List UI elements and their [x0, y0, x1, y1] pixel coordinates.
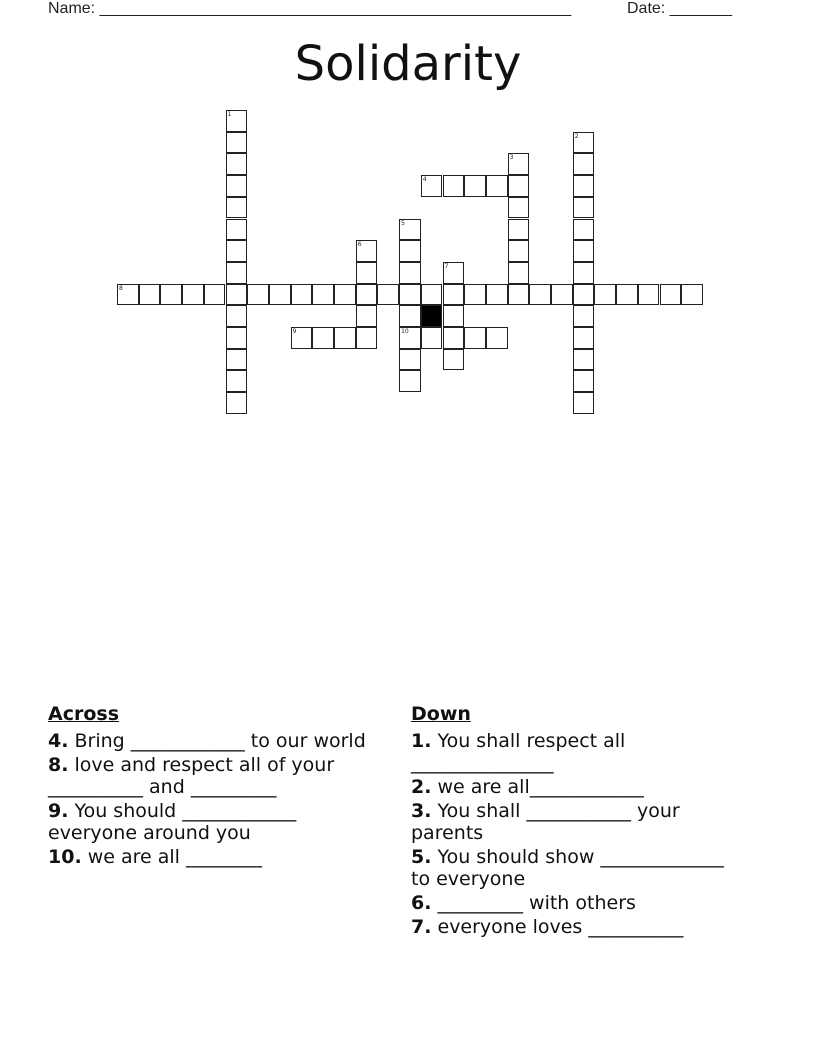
- grid-cell[interactable]: [421, 327, 443, 349]
- grid-cell[interactable]: [399, 219, 421, 241]
- clue-number: 1: [227, 111, 232, 118]
- grid-cell[interactable]: [443, 305, 465, 327]
- grid-cell[interactable]: [291, 284, 313, 306]
- grid-cell[interactable]: [508, 175, 530, 197]
- grid-cell[interactable]: [226, 240, 248, 262]
- grid-cell[interactable]: [573, 370, 595, 392]
- name-field: Name: _____________________________________________________: [48, 0, 572, 17]
- page-title: Solidarity: [294, 36, 522, 92]
- grid-cell[interactable]: [508, 219, 530, 241]
- down-clue: 1. You shall respect all _______________: [411, 730, 626, 774]
- grid-cell[interactable]: [594, 284, 616, 306]
- grid-cell[interactable]: [247, 284, 269, 306]
- grid-cell[interactable]: [399, 305, 421, 327]
- grid-cell[interactable]: [573, 219, 595, 241]
- grid-cell[interactable]: [356, 240, 378, 262]
- grid-cell[interactable]: [443, 175, 465, 197]
- crossword-grid: [0, 0, 816, 430]
- grid-cell[interactable]: [573, 327, 595, 349]
- grid-cell[interactable]: [486, 327, 508, 349]
- grid-cell[interactable]: [377, 284, 399, 306]
- clue-number: 4: [422, 176, 427, 184]
- grid-cell[interactable]: [226, 110, 248, 132]
- grid-cell[interactable]: [399, 262, 421, 284]
- grid-cell[interactable]: [573, 153, 595, 175]
- grid-cell[interactable]: [464, 284, 486, 306]
- across-heading: Across: [48, 703, 120, 725]
- grid-cell[interactable]: [486, 284, 508, 306]
- grid-cell[interactable]: [443, 327, 465, 349]
- grid-cell[interactable]: [443, 262, 465, 284]
- grid-cell[interactable]: [529, 284, 551, 306]
- down-clues: [411, 702, 731, 940]
- grid-cell[interactable]: [182, 284, 204, 306]
- clue-number: 10: [401, 328, 409, 335]
- grid-cell[interactable]: [399, 370, 421, 392]
- across-clue: 9. You should ____________ everyone around you: [48, 800, 297, 844]
- grid-cell[interactable]: [486, 175, 508, 197]
- across-clue: 4. Bring ____________ to our world: [48, 730, 366, 752]
- grid-cell[interactable]: [226, 305, 248, 327]
- grid-cell[interactable]: [312, 327, 334, 349]
- grid-cell[interactable]: [226, 219, 248, 241]
- across-clue: 8. love and respect all of your __________ and _________: [48, 754, 335, 798]
- grid-cell[interactable]: [660, 284, 682, 306]
- grid-cell[interactable]: [399, 284, 421, 306]
- grid-cell[interactable]: [551, 284, 573, 306]
- down-clue: 2. we are all____________: [411, 776, 644, 798]
- grid-cell[interactable]: [573, 132, 595, 154]
- date-field: Date: _______: [627, 0, 732, 17]
- grid-cell[interactable]: [508, 153, 530, 175]
- clue-number: 9: [292, 328, 297, 335]
- grid-cell[interactable]: [226, 132, 248, 154]
- grid-cell[interactable]: [312, 284, 334, 306]
- grid-cell[interactable]: [573, 197, 595, 219]
- grid-cell[interactable]: [204, 284, 226, 306]
- grid-cell[interactable]: [399, 349, 421, 371]
- across-clues: [48, 702, 368, 870]
- grid-cell[interactable]: [334, 284, 356, 306]
- grid-cell[interactable]: [573, 262, 595, 284]
- grid-cell[interactable]: [573, 305, 595, 327]
- grid-cell[interactable]: [117, 284, 139, 306]
- clue-number: 2: [574, 132, 579, 140]
- grid-cell[interactable]: [226, 197, 248, 219]
- grid-cell[interactable]: [334, 327, 356, 349]
- grid-cell[interactable]: [226, 370, 248, 392]
- grid-cell[interactable]: [573, 349, 595, 371]
- grid-cell[interactable]: [443, 349, 465, 371]
- grid-cell[interactable]: [638, 284, 660, 306]
- grid-cell[interactable]: [291, 327, 313, 349]
- grid-cell[interactable]: [356, 305, 378, 327]
- down-clue: 3. You shall ___________ your parents: [411, 800, 680, 844]
- grid-cell[interactable]: [464, 175, 486, 197]
- grid-cell[interactable]: [160, 284, 182, 306]
- grid-cell[interactable]: [573, 240, 595, 262]
- grid-cell[interactable]: [399, 327, 421, 349]
- grid-cell[interactable]: [443, 284, 465, 306]
- grid-cell[interactable]: [573, 175, 595, 197]
- grid-cell[interactable]: [464, 327, 486, 349]
- grid-cell[interactable]: [573, 392, 595, 414]
- grid-cell[interactable]: [508, 240, 530, 262]
- grid-cell[interactable]: [399, 240, 421, 262]
- grid-cell[interactable]: [421, 175, 443, 197]
- grid-cell[interactable]: [508, 284, 530, 306]
- clue-number: 8: [119, 284, 123, 292]
- grid-cell[interactable]: [226, 284, 248, 306]
- grid-cell[interactable]: [421, 284, 443, 306]
- grid-cell[interactable]: [226, 153, 248, 175]
- clue-number: 6: [357, 241, 362, 249]
- grid-cell[interactable]: [269, 284, 291, 306]
- across-clue: 10. we are all ________: [48, 846, 262, 868]
- grid-cell[interactable]: [356, 262, 378, 284]
- down-heading: Down: [411, 703, 471, 725]
- down-clue: 7. everyone loves __________: [411, 916, 684, 938]
- grid-cell[interactable]: [681, 284, 703, 306]
- grid-cell[interactable]: [508, 262, 530, 284]
- down-clue: 5. You should show _____________ to everyone: [411, 846, 724, 890]
- clue-number: 7: [444, 262, 449, 270]
- clue-number: 3: [509, 154, 514, 162]
- grid-cell[interactable]: [226, 349, 248, 371]
- grid-cell[interactable]: [226, 262, 248, 284]
- down-clue: 6. _________ with others: [411, 892, 636, 914]
- grid-cell[interactable]: [226, 327, 248, 349]
- grid-cell[interactable]: [573, 284, 595, 306]
- grid-cell[interactable]: [226, 392, 248, 414]
- black-cell: [421, 305, 443, 327]
- grid-cell[interactable]: [356, 284, 378, 306]
- grid-cell[interactable]: [356, 327, 378, 349]
- clue-number: 5: [401, 219, 405, 227]
- grid-cell[interactable]: [139, 284, 161, 306]
- grid-cell[interactable]: [508, 197, 530, 219]
- grid-cell[interactable]: [226, 175, 248, 197]
- grid-cell[interactable]: [616, 284, 638, 306]
